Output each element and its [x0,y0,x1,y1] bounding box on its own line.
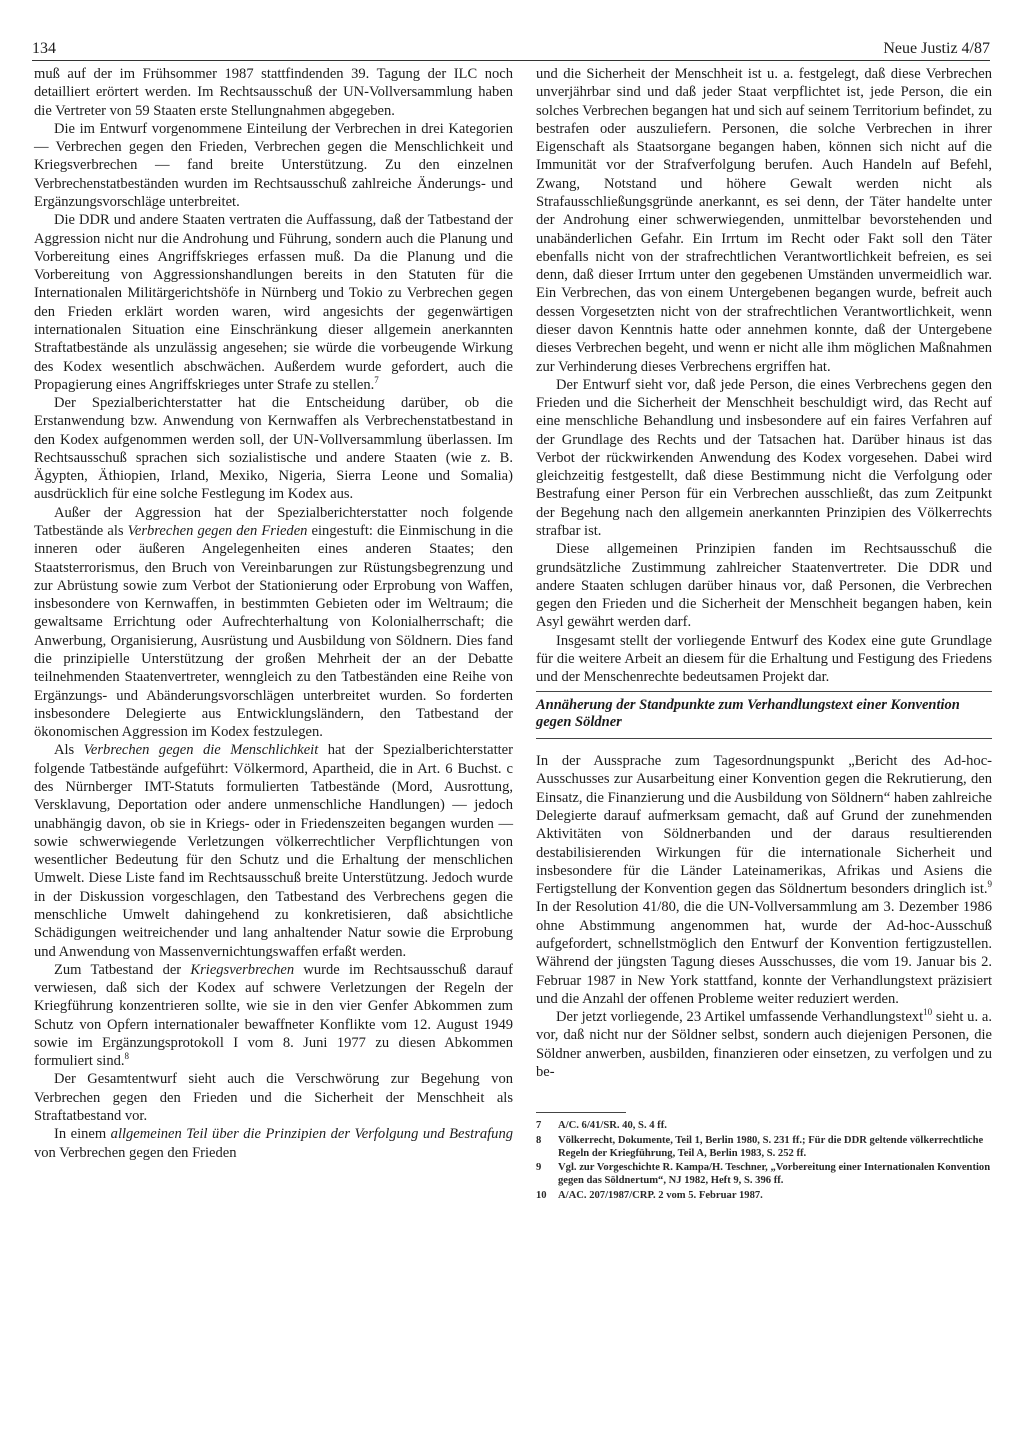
left-column [34,65,513,1162]
paragraph: muß auf der im Frühsommer 1987 stattfindenden 39. Tagung der ILC noch detailliert erörtert werden. Im Rechtsausschuß der UN-Vollversammlung haben die Vertreter von 59 Staaten erste Stellungnahmen abgegeben. [34,66,513,119]
footnote-rule [536,1112,626,1113]
paragraph: Der jetzt vorliegende, 23 Artikel umfassende Verhandlungstext$^{10}$ sieht u. a. vor, daß nicht nur der Söldner selbst, sondern auch diejenigen Personen, die Söldner anwerben, ausbilden, finanzieren oder einsetzen, zu verfolgen und zu be- [536,1007,992,1080]
footnote-text: Völkerrecht, Dokumente, Teil 1, Berlin 1980, S. 231 ff.; Für die DDR geltende völkerrechtliche Regeln der Kriegführung, Teil A, Berlin 1983, S. 252 ff. [558,1134,984,1159]
paragraph: Die DDR und andere Staaten vertraten die Auffassung, daß der Tatbestand der Aggression nicht nur die Androhung und Führung, sondern auch die Planung und Vorbereitung eines Angriffskrieges erfassen muß. Da die Planung und die Vorbereitung von Aggressionshandlungen bereits in den Statuten für die Internationalen Militärgerichtshöfe in Nürnberg und Tokio zu Verbrechen gegen den Frieden erklärt worden waren, wird angesichts der gegenwärtigen internationalen Situation eine Einschränkung dieser allgemein anerkannten Straftatbestände als unzulässig angesehen; sie würde die vorbeugende Wirkung des Kodex wesentlich abschwächen. Außerdem wurde gefordert, auch die Propagierung eines Angriffskrieges unter Strafe zu stellen.$^7$ [34,212,513,393]
footnote-ref: 7 [374,374,379,385]
footnote-text: Vgl. zur Vorgeschichte R. Kampa/H. Teschner, „Vorbereitung einer Internationalen Konvention gegen das Söldnertum“, NJ 1982, Heft 9, S. 396 ff. [558,1162,991,1187]
right-column [536,65,992,1203]
footnote-ref: 10 [923,1007,933,1018]
emphasis: Kriegsverbrechen [190,961,295,978]
footnote-number: 10 [536,1189,547,1201]
footnote-ref: 9 [987,879,992,890]
paragraph: Insgesamt stellt der vorliegende Entwurf des Kodex eine gute Grundlage für die weitere Arbeit an diesem für die Erhaltung und Festigung des Friedens und der Menschenrechte bedeutsamen Projekt dar. [536,632,992,686]
paragraph: und die Sicherheit der Menschheit ist u. a. festgelegt, daß diese Verbrechen unverjährbar sind und daß jeder Staat verpflichtet ist, jede Person, die ein solches Verbrechen begangen hat und sich auf seinem Territorium befindet, zu bestrafen oder auszuliefern. Personen, die solche Verbrechen in ihrer Eigenschaft als Staatsorgane begangen haben, können sich nicht auf die Immunität vor der Strafverfolgung berufen. Auch Handeln auf Befehl, Zwang, Notstand und höhere Gewalt werden nicht als Strafausschließungsgründe anerkannt, es sei denn, der Täter handelte unter der Androhung einer schwerwiegenden, unmittelbar bevorstehenden und unabänderlichen Gefahr. Ein Irrtum im Recht oder Fakt soll den Täter ebenfalls nicht von der strafrechtlichen Verantwortlichkeit befreien, es sei denn, daß dieser Irrtum unter den gegebenen Umständen unvermeidlich war. Ein Verbrechen, das von einem Untergebenen begangen wurde, befreit auch dessen Vorgesetzten nicht von der strafrechtlichen Verantwortlichkeit, wenn dieser davon Kenntnis hatte oder annehmen konnte, daß der Untergebene dieses Verbrechen begeht, und wenn er nicht alle ihm möglichen Maßnahmen zur Verhinderung dieses Verbrechens ergriffen hat. [536,66,992,375]
emphasis: Verbrechen gegen den Frieden [127,523,308,540]
paragraph: Der Entwurf sieht vor, daß jede Person, die eines Verbrechens gegen den Frieden und die Sicherheit der Menschheit beschuldigt wird, das Recht auf eine menschliche Behandlung und insbesondere auf ein faires Verfahren auf der Grundlage des Rechts und der Tatsachen hat. Darüber hinaus ist das Verbot der rückwirkenden Anwendung des Kodex vorgesehen. Dabei wird gleichzeitig festgestellt, daß diese Bestimmung nicht die Verfolgung oder Bestrafung einer Person für ein Verbrechen ausschließt, das zum Zeitpunkt der Begehung nach den allgemein anerkannten Prinzipien des Völkerrechts strafbar ist. [536,376,992,540]
header-rule [32,60,990,61]
footnote [536,1161,992,1188]
section-rule-bottom [536,738,992,739]
section-rule-top [536,691,992,692]
footnote-ref: 8 [124,1051,129,1062]
journal-issue: Neue Justiz 4/87 [883,40,990,57]
paragraph: Außer der Aggression hat der Spezialberichterstatter noch folgende Tatbestände als Verbrechen gegen den Frieden eingestuft: die Einmischung in die inneren oder äußeren Angelegenheiten eines anderen Staates; den Staatsterrorismus, den Bruch von Vereinbarungen zur Rüstungsbegrenzung und zur Abrüstung sowie zum Verbot der Stationierung oder Erprobung von Waffen, insbesondere von Kernwaffen, in bestimmten Gebieten oder im Weltraum; die gewaltsame Errichtung oder Aufrechterhaltung von Kolonialherrschaft; die Anwerbung, Organisierung, Ausrüstung und Ausbildung von Söldnern. Dies fand die prinzipielle Unterstützung der großen Mehrheit der an der Debatte teilnehmenden Staatenvertreter, wenngleich zu den Tatbeständen eine Reihe von Ergänzungs- und Abänderungsvorschlägen unterbreitet wurden. So forderten insbesondere Delegierte aus Entwicklungsländern, den Tatbestand der ökonomischen Aggression im Kodex festzulegen. [34,504,514,741]
paragraph: Als Verbrechen gegen die Menschlichkeit hat der Spezialberichterstatter folgende Tatbestände aufgeführt: Völkermord, Apartheid, die in Art. 6 Buchst. c des Nürnberger IMT-Statuts formulierten Tatbestände (Mord, Ausrottung, Versklavung, Deportation oder andere unmenschliche Handlungen) — jedoch unabhängig davon, ob sie in Kriegs- oder in Friedenszeiten begangen wurden — sowie schwerwiegende Verletzungen völkerrechtlicher Verpflichtungen von wesentlicher Bedeutung für den Schutz und die Erhaltung der menschlichen Umwelt. Diese Liste fand im Rechtsausschuß breite Unterstützung. Jedoch wurde in der Diskussion vorgeschlagen, den Tatbestand des Verbrechens gegen die menschliche Umwelt dahingehend zu konkretisieren, daß absichtliche Schädigungen weitreichender und lang anhaltender Natur sowie die Erprobung und Anwendung von Massenvernichtungswaffen erfaßt werden. [34,742,513,960]
footnote-number: 9 [536,1162,542,1174]
running-head [32,38,990,60]
paragraph: Der Gesamtentwurf sieht auch die Verschwörung zur Begehung von Verbrechen gegen den Frieden und die Sicherheit der Menschheit als Straftatbestand vor. [34,1071,513,1125]
section-heading: Annäherung der Standpunkte zum Verhandlungstext einer Konvention gegen Söldner [536,696,960,731]
emphasis: allgemeinen Teil über die Prinzipien der Verfolgung und Bestrafung [110,1126,514,1143]
paragraph: In der Aussprache zum Tagesordnungspunkt „Bericht des Ad-hoc-Ausschusses zur Ausarbeitung einer Konvention gegen die Rekrutierung, den Einsatz, die Finanzierung und die Ausbildung von Söldnern“ haben zahlreiche Delegierte darauf aufmerksam gemacht, daß auf Grund der zunehmenden Aktivitäten von Söldnerbanden und der daraus resultierenden destabilisierenden Wirkungen für die internationale Sicherheit und insbesondere für die Länder Lateinamerikas, Afrikas und Asiens die Fertigstellung der Konvention gegen das Söldnertum besonders dringlich ist.$^9$ In der Resolution 41/80, die die UN-Vollversammlung am 3. Dezember 1986 ohne Abstimmung angenommen hat, wurde der Ad-hoc-Ausschuß aufgefordert, schnellstmöglich den Entwurf der Konvention fertigzustellen. Während der jüngsten Tagung dieses Ausschusses, die vom 19. Januar bis 2. Februar 1987 in New York stattfand, konnte der Verhandlungstext präzisiert und die Anzahl der offenen Probleme weiter reduziert werden. [536,753,992,1007]
footnote-text: A/AC. 207/1987/CRP. 2 vom 5. Februar 1987. [558,1189,763,1201]
footnote [536,1189,992,1202]
footnote [536,1134,992,1161]
page-number: 134 [32,40,56,57]
footnote-number: 7 [536,1120,542,1132]
footnotes [536,1119,992,1202]
paragraph: Zum Tatbestand der Kriegsverbrechen wurde im Rechtsausschuß darauf verwiesen, daß sich der Kodex auf schwere Verletzungen der Regeln der Kriegführung konzentrieren sollte, wie sie in den vier Genfer Abkommen zum Schutz von Opfern internationaler bewaffneter Konflikte vom 12. August 1949 sowie im Ergänzungsprotokoll I vom 8. Juni 1977 zu diesen Abkommen formuliert sind.$^8$ [34,961,513,1070]
paragraph: Diese allgemeinen Prinzipien fanden im Rechtsausschuß die grundsätzliche Zustimmung zahlreicher Staatenvertreter. Die DDR und andere Staaten schlugen darüber hinaus vor, daß Personen, die Verbrechen gegen den Frieden und die Sicherheit der Menschheit begangen haben, kein Asyl gewährt werden darf. [536,541,992,631]
footnote [536,1119,992,1132]
footnote-text: A/C. 6/41/SR. 40, S. 4 ff. [558,1120,667,1132]
paragraph: In einem allgemeinen Teil über die Prinzipien der Verfolgung und Bestrafung von Verbrechen gegen den Frieden [34,1126,514,1161]
emphasis: Verbrechen gegen die Menschlichkeit [83,742,319,759]
footnote-number: 8 [536,1134,542,1146]
paragraph: Die im Entwurf vorgenommene Einteilung der Verbrechen in drei Kategorien — Verbrechen gegen den Frieden, Verbrechen gegen die Menschlichkeit und Kriegsverbrechen — fand breite Unterstützung. Zu den einzelnen Verbrechenstatbeständen wurden im Rechtsausschuß zahlreiche Änderungs- und Ergänzungsvorschläge unterbreitet. [34,120,513,210]
paragraph: Der Spezialberichterstatter hat die Entscheidung darüber, ob die Erstanwendung bzw. Anwendung von Kernwaffen als Verbrechenstatbestand in den Kodex aufgenommen werden soll, der UN-Vollversammlung überlassen. Im Rechtsausschuß sprachen sich sozialistische und andere Staaten (wie z. B. Ägypten, Äthiopien, Irland, Mexiko, Nigeria, Sierra Leone und Somalia) ausdrücklich für eine solche Festlegung im Kodex aus. [34,395,513,503]
